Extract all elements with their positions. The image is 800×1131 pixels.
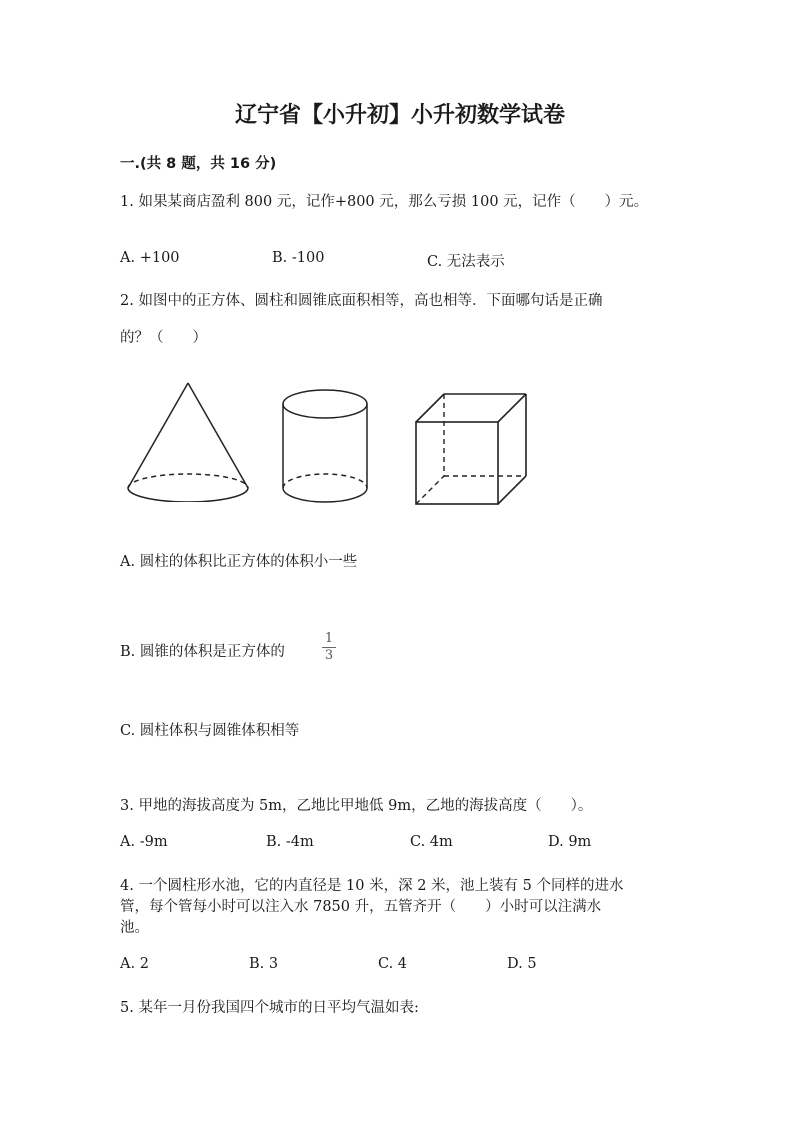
question-1-text: 1. 如果某商店盈利 800 元，记作+800 元，那么亏损 100 元，记作（ ）元。 — [120, 194, 649, 210]
question-1-option-b: B. -100 — [272, 250, 325, 266]
question-2-text-line-1: 2. 如图中的正方体、圆柱和圆锥底面积相等，高也相等．下面哪句话是正确 — [120, 293, 603, 309]
cylinder-icon — [276, 386, 376, 510]
question-3-option-c: C. 4m — [410, 834, 453, 850]
fraction-numerator: 1 — [324, 631, 334, 646]
question-4-text-line-2: 管，每个管每小时可以注入水 7850 升，五管齐开（ ）小时可以注满水 — [120, 899, 602, 915]
question-3-text: 3. 甲地的海拔高度为 5m，乙地比甲地低 9m，乙地的海拔高度（ ）。 — [120, 798, 593, 814]
question-4-option-d: D. 5 — [507, 956, 537, 972]
fraction-one-third — [322, 632, 336, 663]
question-4-option-b: B. 3 — [249, 956, 279, 972]
question-2-option-c: C. 圆柱体积与圆锥体积相等 — [120, 723, 300, 739]
cube-icon — [410, 388, 534, 510]
question-1-option-c: C. 无法表示 — [427, 254, 505, 270]
question-2-text-line-2: 的？（ ） — [120, 330, 207, 346]
question-2-option-a: A. 圆柱的体积比正方体的体积小一些 — [120, 554, 358, 570]
question-4-option-a: A. 2 — [120, 956, 149, 972]
question-3-option-a: A. -9m — [120, 834, 168, 850]
page-title: 辽宁省【小升初】小升初数学试卷 — [234, 102, 565, 128]
question-4-option-c: C. 4 — [378, 956, 408, 972]
section-heading: 一.(共 8 题，共 16 分) — [120, 156, 277, 172]
question-4-text-line-3: 池。 — [120, 920, 149, 936]
question-3-option-d: D. 9m — [548, 834, 592, 850]
question-5-text: 5. 某年一月份我国四个城市的日平均气温如表: — [120, 1000, 419, 1016]
question-1-option-a: A. +100 — [120, 250, 180, 266]
fraction-denominator: 3 — [324, 648, 334, 663]
question-2-option-b: B. 圆锥的体积是正方体的 — [120, 644, 285, 660]
cone-icon — [120, 376, 256, 502]
question-3-option-b: B. -4m — [266, 834, 314, 850]
question-4-text-line-1: 4. 一个圆柱形水池，它的内直径是 10 米，深 2 米，池上装有 5 个同样的进水 — [120, 878, 624, 894]
